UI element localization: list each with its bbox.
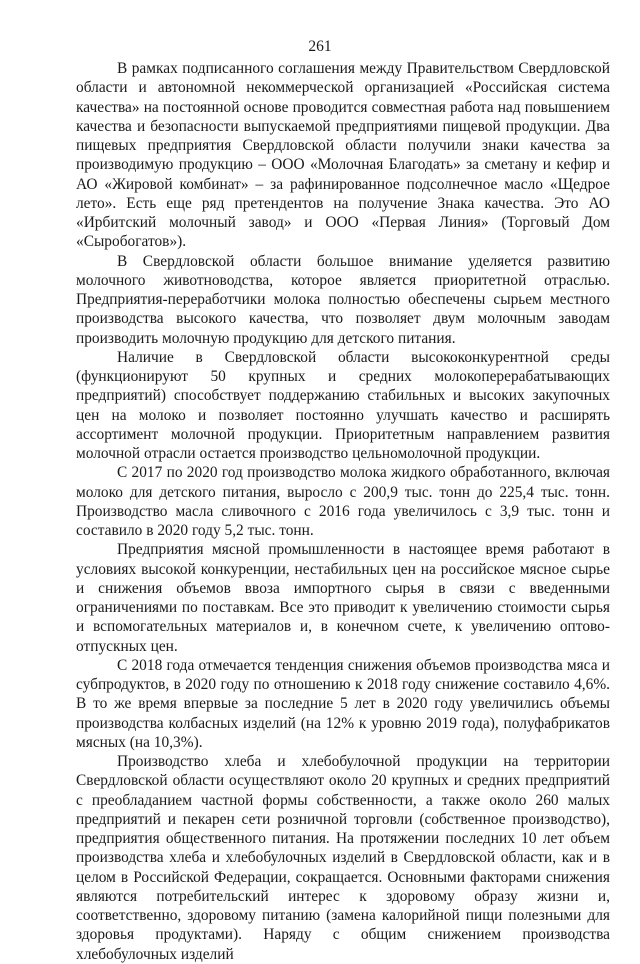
paragraph-milk-production: С 2017 по 2020 год производство молока жидкого обработанного, включая молоко для детского питания, выросло с 200,9 тыс. тонн до 225,4 тыс. тонн. Производство масла сливочного с 2016 года увеличилось с 3,9 тыс. тонн и составило в 2020 году 5,2 тыс. тонн.	[76, 464, 610, 539]
paragraph-quality-system: В рамках подписанного соглашения между Правительством Свердловской области и автономной некоммерческой организацией «Российская система качества» на постоянной основе проводится совместная работа над повышением качества и безопасности выпускаемой предприятиями пищевой продукции. Два пищевых предприятия Свердловской области получили знаки качества за производимую продукцию – ООО «Молочная Благодать» за сметану и кефир и АО «Жировой комбинат» – за рафинированное подсолнечное масло «Щедрое лето». Есть еще ряд претендентов на получение Знака качества. Это АО «Ирбитский молочный завод» и ООО «Первая Линия» (Торговый Дом «Сыробогатов»).	[76, 60, 610, 251]
paragraph-meat-production-trend: С 2018 года отмечается тенденция снижения объемов производства мяса и субпродуктов, в 2020 году по отношению к 2018 году снижение составило 4,6%. В то же время впервые за последние 5 лет в 2020 году увеличились объемы производства колбасных изделий (на 12% к уровню 2019 года), полуфабрикатов мясных (на 10,3%).	[76, 656, 610, 751]
paragraph-bread-production: Производство хлеба и хлебобулочной продукции на территории Свердловской области осуществляют около 20 крупных и средних предприятий с преобладанием частной формы собственности, а также около 260 малых предприятий и пекарен сети розничной торговли (собственное производство), предприятия общественного питания. На протяжении последних 10 лет объем производства хлеба и хлебобулочных изделий в Свердловской области, как и в целом в Российской Федерации, сокращается. Основными факторами снижения являются потребительский интерес к здоровому образу жизни и, соответственно, здоровому питанию (замена калорийной пищи полезными для здоровья продуктами). Наряду с общим снижением производства хлебобулочных изделий	[76, 753, 610, 963]
paragraph-competitive-environment: Наличие в Свердловской области высококонкурентной среды (функционируют 50 крупных и средних молокоперерабатывающих предприятий) способствует поддержанию стабильных и высоких закупочных цен на молоко и позволяет постоянно улучшать качество и расширять ассортимент молочной продукции. Приоритетным направлением развития молочной отрасли остается производство цельномолочной продукции.	[76, 348, 610, 462]
paragraph-meat-industry: Предприятия мясной промышленности в настоящее время работают в условиях высокой конкуренции, нестабильных цен на российское мясное сырье и снижения объемов ввоза импортного сырья в связи с введенными ограничениями по поставкам. Все это приводит к увеличению стоимости сырья и вспомогательных материалов и, в конечном счете, к увеличению оптово-отпускных цен.	[76, 541, 610, 655]
page-number: 261	[308, 38, 332, 55]
document-body	[76, 59, 610, 964]
paragraph-dairy-farming: В Свердловской области большое внимание уделяется развитию молочного животноводства, которое является приоритетной отраслью. Предприятия-переработчики молока полностью обеспечены сырьем местного производства высокого качества, что позволяет двум молочным заводам производить молочную продукцию для детского питания.	[76, 252, 610, 347]
